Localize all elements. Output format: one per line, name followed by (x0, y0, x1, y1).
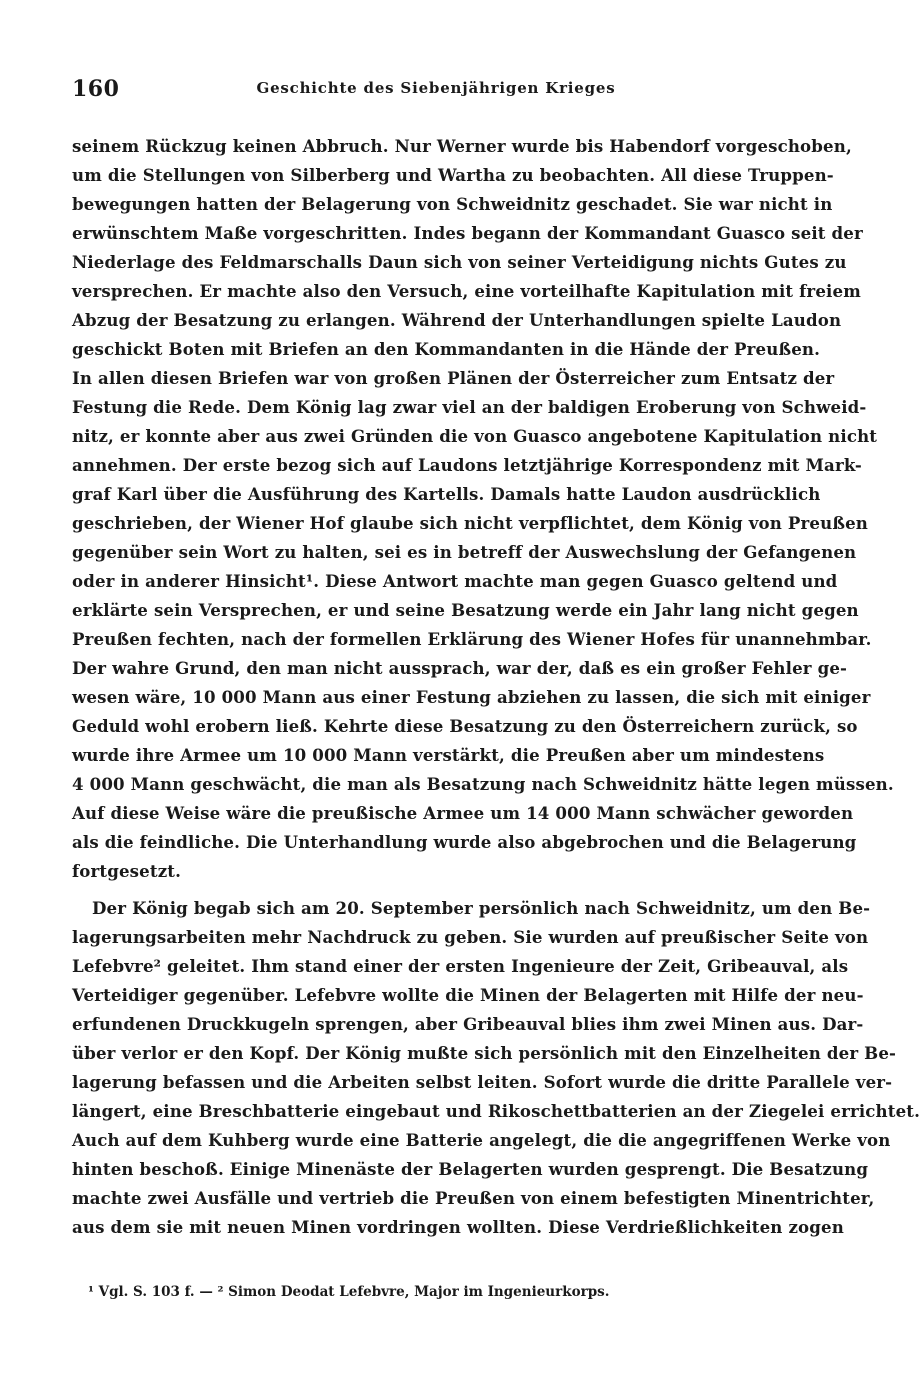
text-line: Auch auf dem Kuhberg wurde eine Batterie angelegt, die die angegriffenen Werke von (72, 1130, 891, 1150)
body-text (72, 132, 920, 1242)
text-line: aus dem sie mit neuen Minen vordringen wollten. Diese Verdrießlichkeiten zogen (72, 1217, 844, 1237)
footnotes: ¹ Vgl. S. 103 f. — ² Simon Deodat Lefebvre, Major im Ingenieurkorps. (88, 1284, 610, 1300)
text-line: wurde ihre Armee um 10 000 Mann verstärkt, die Preußen aber um mindestens (72, 745, 825, 765)
paragraph (72, 894, 920, 1242)
text-line: nitz, er konnte aber aus zwei Gründen die von Guasco angebotene Kapitulation nicht (72, 426, 878, 446)
paragraph (72, 132, 894, 886)
text-line: Niederlage des Feldmarschalls Daun sich von seiner Verteidigung nichts Gutes zu (72, 252, 847, 272)
text-line: Lefebvre² geleitet. Ihm stand einer der ersten Ingenieure der Zeit, Gribeauval, als (72, 956, 849, 976)
text-line: Auf diese Weise wäre die preußische Armee um 14 000 Mann schwächer geworden (72, 803, 854, 823)
text-line: Preußen fechten, nach der formellen Erklärung des Wiener Hofes für unannehmbar. (72, 629, 872, 649)
page-number: 160 (72, 76, 120, 102)
text-line: erwünschtem Maße vorgeschritten. Indes begann der Kommandant Guasco seit der (72, 223, 863, 243)
page-header (72, 76, 800, 104)
text-line: In allen diesen Briefen war von großen Plänen der Österreicher zum Entsatz der (72, 368, 835, 388)
text-line: um die Stellungen von Silberberg und Wartha zu beobachten. All diese Truppen- (72, 165, 834, 185)
text-line: lagerungsarbeiten mehr Nachdruck zu geben. Sie wurden auf preußischer Seite von (72, 927, 869, 947)
text-line: Geduld wohl erobern ließ. Kehrte diese Besatzung zu den Österreichern zurück, so (72, 716, 858, 736)
text-line: gegenüber sein Wort zu halten, sei es in betreff der Auswechslung der Gefangenen (72, 542, 857, 562)
text-line: machte zwei Ausfälle und vertrieb die Preußen von einem befestigten Minentrichter, (72, 1188, 875, 1208)
text-line: Der wahre Grund, den man nicht aussprach, war der, daß es ein großer Fehler ge- (72, 658, 848, 678)
text-line: oder in anderer Hinsicht¹. Diese Antwort machte man gegen Guasco geltend und (72, 571, 838, 591)
text-line: längert, eine Breschbatterie eingebaut und Rikoschettbatterien an der Ziegelei errichtet. (72, 1101, 920, 1121)
text-line: als die feindliche. Die Unterhandlung wurde also abgebrochen und die Belagerung (72, 832, 857, 852)
text-line: wesen wäre, 10 000 Mann aus einer Festung abziehen zu lassen, die sich mit einiger (72, 687, 871, 707)
text-line: geschickt Boten mit Briefen an den Kommandanten in die Hände der Preußen. (72, 339, 821, 359)
text-line: erklärte sein Versprechen, er und seine Besatzung werde ein Jahr lang nicht gegen (72, 600, 859, 620)
text-line: erfundenen Druckkugeln sprengen, aber Gribeauval blies ihm zwei Minen aus. Dar- (72, 1014, 864, 1034)
text-line: geschrieben, der Wiener Hof glaube sich nicht verpflichtet, dem König von Preußen (72, 513, 869, 533)
text-line: Der König begab sich am 20. September persönlich nach Schweidnitz, um den Be- (92, 898, 871, 918)
text-line: bewegungen hatten der Belagerung von Schweidnitz geschadet. Sie war nicht in (72, 194, 833, 214)
text-line: Festung die Rede. Dem König lag zwar viel an der baldigen Eroberung von Schweid- (72, 397, 867, 417)
text-line: Verteidiger gegenüber. Lefebvre wollte die Minen der Belagerten mit Hilfe der neu- (72, 985, 864, 1005)
text-line: 4 000 Mann geschwächt, die man als Besatzung nach Schweidnitz hätte legen müssen. (72, 774, 894, 794)
running-title: Geschichte des Siebenjährigen Krieges (256, 79, 616, 97)
text-line: annehmen. Der erste bezog sich auf Laudons letztjährige Korrespondenz mit Mark- (72, 455, 862, 475)
text-line: versprechen. Er machte also den Versuch, eine vorteilhafte Kapitulation mit freiem (72, 281, 861, 301)
text-line: Abzug der Besatzung zu erlangen. Während der Unterhandlungen spielte Laudon (72, 310, 842, 330)
text-line: lagerung befassen und die Arbeiten selbst leiten. Sofort wurde die dritte Parallele ver- (72, 1072, 893, 1092)
text-line: hinten beschoß. Einige Minenäste der Belagerten wurden gesprengt. Die Besatzung (72, 1159, 869, 1179)
text-line: seinem Rückzug keinen Abbruch. Nur Werner wurde bis Habendorf vorgeschoben, (72, 136, 852, 156)
text-line: graf Karl über die Ausführung des Kartells. Damals hatte Laudon ausdrücklich (72, 484, 821, 504)
text-line: fortgesetzt. (72, 861, 182, 881)
text-line: über verlor er den Kopf. Der König mußte sich persönlich mit den Einzelheiten der Be- (72, 1043, 897, 1063)
